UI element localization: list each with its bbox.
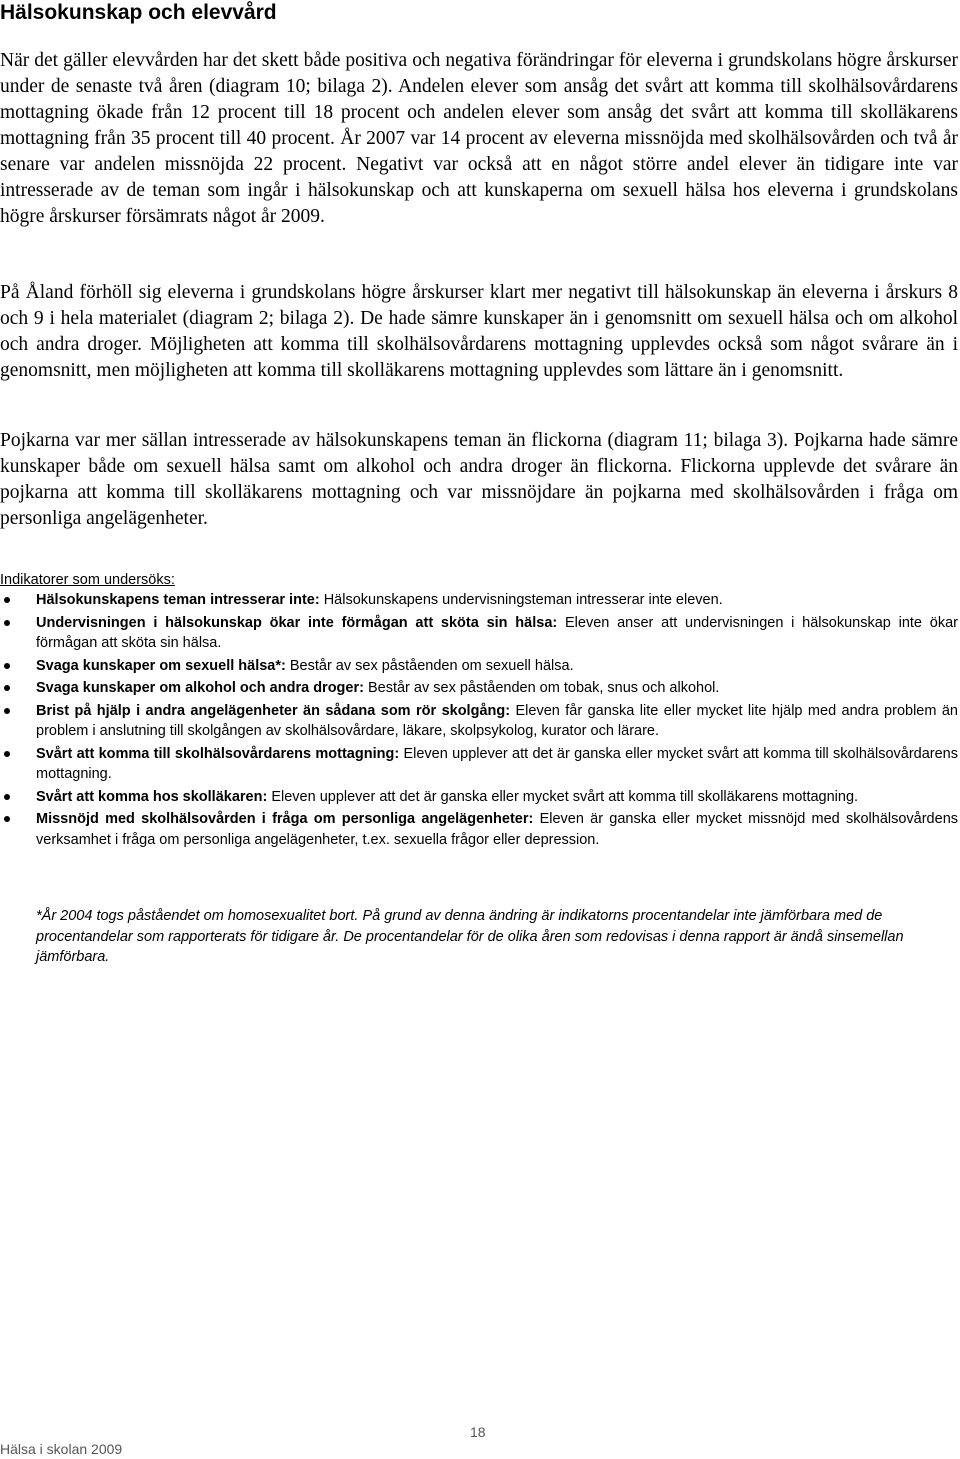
bullet-icon — [4, 685, 10, 691]
list-item — [0, 744, 958, 785]
footnote: *År 2004 togs påståendet om homosexualitet bort. På grund av denna ändring är indikatorns procentandelar inte jämförbara med de procentandelar som rapporterats för tidigare år. De procentandelar för de olika åren som redovisas i denna rapport är ändå sinsemellan jämförbara. — [36, 908, 904, 965]
bullet-icon — [4, 663, 10, 669]
bullet-icon — [4, 794, 10, 800]
indicator-description: Består av sex påståenden om tobak, snus och alkohol. — [363, 680, 720, 696]
indicator-description: Eleven upplever att det är ganska eller mycket svårt att komma till skolläkarens mottagning. — [267, 788, 859, 805]
indicator-term: Brist på hjälp i andra angelägenheter än sådana som rör skolgång: — [36, 702, 511, 719]
bullet-icon — [4, 816, 10, 822]
list-item — [0, 678, 958, 699]
section-heading: Hälsokunskap och elevvård — [0, 1, 277, 24]
indicator-term: Svårt att komma hos skolläkaren: — [36, 788, 268, 805]
list-item — [0, 656, 958, 677]
indicator-description: Eleven är ganska eller mycket missnöjd med skolhälsovårdens verksamhet i fråga om personliga angelägenheter, t.ex. sexuella frågor eller depression. — [36, 811, 959, 848]
indicator-term: Svaga kunskaper om sexuell hälsa*: — [36, 657, 286, 674]
indicator-term: Undervisningen i hälsokunskap ökar inte förmågan att sköta sin hälsa: — [36, 614, 558, 631]
list-item — [0, 787, 958, 808]
indicator-term: Svaga kunskaper om alkohol och andra droger: — [36, 680, 364, 696]
footer-title: Hälsa i skolan 2009 — [0, 1441, 123, 1457]
indicator-description: Eleven anser att undervisningen i hälsokunskap inte ökar förmågan att sköta sin hälsa. — [36, 614, 958, 651]
bullet-icon — [4, 620, 10, 626]
list-item — [0, 613, 958, 654]
indicators-title: Indikatorer som undersöks: — [0, 572, 175, 588]
page-number: 18 — [470, 1424, 486, 1440]
indicator-description: Består av sex påståenden om sexuell hälsa. — [285, 657, 574, 674]
indicator-term: Svårt att komma till skolhälsovårdarens mottagning: — [36, 745, 400, 762]
paragraph-aland: På Åland förhöll sig eleverna i grundskolans högre årskurser klart mer negativt till hälsokunskap än eleverna i årskurs 8 och 9 i hela materialet (diagram 2; bilaga 2). De hade sämre kunskaper än i genomsnitt om sexuell hälsa och om alkohol och andra droger. Möjligheten att komma till skolhälsovårdarens mottagning upplevdes också som något svårare än i genomsnitt, men möjligheten att komma till skolläkarens mottagning upplevdes som lättare än i genomsnitt. — [0, 282, 958, 381]
indicator-term: Missnöjd med skolhälsovården i fråga om personliga angelägenheter: — [36, 811, 534, 827]
indicator-term: Hälsokunskapens teman intresserar inte: — [36, 592, 320, 608]
paragraph-gender: Pojkarna var mer sällan intresserade av hälsokunskapens teman än flickorna (diagram 11; bilaga 3). Pojkarna hade sämre kunskaper både om sexuell hälsa samt om alkohol och andra droger än flickorna. Flickorna upplevde det svårare än pojkarna att komma till skolläkarens mottagning och var missnöjdare än pojkarna med skolhälsovården i fråga om personliga angelägenheter. — [0, 430, 958, 529]
paragraph-elevvard: När det gäller elevvården har det skett både positiva och negativa förändringar för eleverna i grundskolans högre årskurser under de senaste två åren (diagram 10; bilaga 2). Andelen elever som ansåg det svårt att komma till skolhälsovårdarens mottagning ökade från 12 procent till 18 procent och andelen elever som ansåg det svårt att komma till skolläkarens mottagning från 35 procent till 40 procent. År 2007 var 14 procent av eleverna missnöjda med skolhälsovården och två år senare var andelen missnöjda 22 procent. Negativt var också att en något större andel elever än tidigare inte var intresserade av de teman som ingår i hälsokunskap och att kunskaperna om sexuell hälsa hos eleverna i grundskolans högre årskurser försämrats något år 2009. — [0, 50, 958, 227]
list-item — [0, 701, 958, 742]
indicator-list — [0, 590, 958, 852]
bullet-icon — [4, 597, 10, 603]
bullet-icon — [4, 708, 10, 714]
indicator-description: Eleven får ganska lite eller mycket lite hjälp med andra problem än problem i anslutning till skolgången av skolhälsovårdare, läkare, skolpsykolog, kurator och lärare. — [36, 702, 959, 739]
indicator-description: Hälsokunskapens undervisningsteman intresserar inte eleven. — [319, 592, 723, 608]
bullet-icon — [4, 751, 10, 757]
list-item — [0, 590, 958, 611]
indicator-description: Eleven upplever att det är ganska eller mycket svårt att komma till skolhälsovårdarens mottagning. — [36, 745, 958, 782]
list-item — [0, 809, 958, 850]
